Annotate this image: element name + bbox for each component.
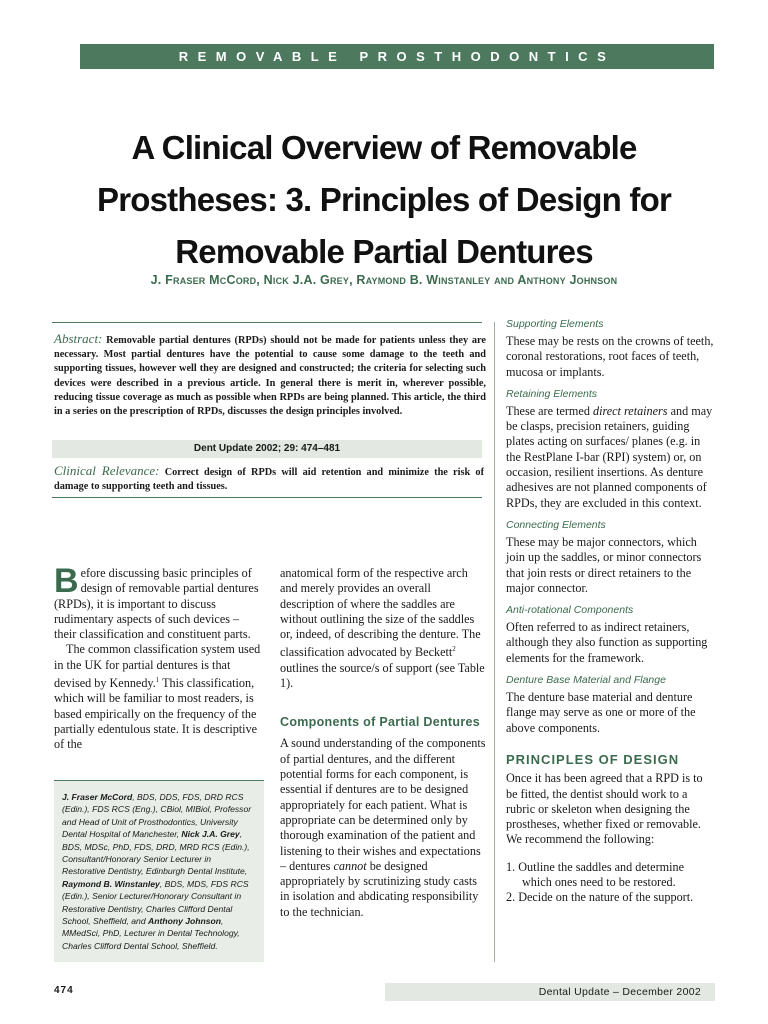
affiliation-name: Raymond B. Winstanley bbox=[62, 878, 160, 889]
section-banner: REMOVABLE PROSTHODONTICS bbox=[80, 44, 714, 69]
affiliation-text: , BDS, MDSc, PhD, FDS, DRD, MRD RCS (Edin.), Consultant/Honorary Senior Lecturer in Restorative Dentistry, Edinburgh Dental Institute, bbox=[62, 829, 250, 877]
supporting-text: These may be rests on the crowns of teeth, coronal restorations, root faces of teeth, mucosa or implants. bbox=[506, 334, 714, 379]
journal-footer: Dental Update – December 2002 bbox=[385, 983, 715, 1001]
title-line-3: Removable Partial Dentures bbox=[175, 233, 593, 270]
supporting-heading: Supporting Elements bbox=[506, 318, 604, 330]
affiliation-name: Nick J.A. Grey bbox=[181, 829, 240, 840]
retaining-emphasis: direct retainers bbox=[592, 403, 668, 418]
title-line-2: Prostheses: 3. Principles of Design for bbox=[97, 181, 671, 218]
affiliation-name: Anthony Johnson bbox=[148, 916, 222, 927]
principles-heading: PRINCIPLES OF DESIGN bbox=[506, 751, 680, 767]
abstract bbox=[54, 332, 486, 419]
retaining-text-b: and may be clasps, precision retainers, guiding plates acting on surfaces/ planes (e.g. in the RestPlane I-bar (RPI) system) or, on occasion, resilient insertions. As denture adhesives are not planned components of RPDs, they are excluded in this context. bbox=[506, 403, 713, 510]
denture-base-text: The denture base material and denture flange may serve as one or more of the above components. bbox=[506, 690, 696, 735]
retaining-text-a: These are termed bbox=[506, 403, 593, 418]
abstract-box bbox=[52, 322, 486, 498]
intro-paragraph bbox=[54, 562, 264, 642]
components-paragraph bbox=[280, 736, 486, 920]
author-line: J. Fraser McCord, Nick J.A. Grey, Raymond B. Winstanley and Anthony Johnson bbox=[150, 273, 618, 287]
body-column-1 bbox=[54, 562, 264, 753]
principles-text: Once it has been agreed that a RPD is to be fitted, the dentist should work to a rubric or skeleton when designing the prostheses, whether fixed or removable. We recommend the following: bbox=[506, 771, 703, 847]
title-line-1: A Clinical Overview of Removable bbox=[131, 129, 637, 166]
affiliation-text: , BDS, DDS, FDS, DRD RCS (Edin.), FDS RCS (Eng.), CBiol, MIBiol, Professor and Head of Unit of Prosthodontics, University Dental Hospital of Manchester, bbox=[62, 792, 252, 840]
page-number: 474 bbox=[54, 985, 74, 996]
relevance-label: Clinical Relevance: bbox=[54, 463, 160, 478]
classification-text-b: This classification, which will be familiar to most readers, is based empirically on the frequency of the partially edentulous state. It is descriptive of the bbox=[54, 676, 258, 752]
reference-1: 1 bbox=[155, 676, 160, 685]
abstract-text: Removable partial dentures (RPDs) should not be made for patients unless they are necessary. Most partial dentures have the potential to cause some damage to the teeth and supporting tissues, however well they are designed and constructed; the criteria for selecting such devices were described in a previous article. In general there is merit in, wherever possible, reducing tissue coverage as much as possible when RPDs are being planned. This article, the third in a series on the prescription of RPDs, discusses the design principles involved. bbox=[54, 335, 486, 418]
classification-continued bbox=[280, 566, 486, 691]
article-title bbox=[40, 122, 728, 278]
classification-paragraph bbox=[54, 642, 264, 752]
connecting-text: These may be major connectors, which join up the saddles, or minor connectors that join rests or direct retainers to the major connector. bbox=[506, 534, 702, 595]
classification-text-a: The common classification system used in the UK for partial dentures is that devised by Kennedy. bbox=[54, 642, 261, 691]
components-text-b: be designed appropriately by scrutinizing study casts in isolation and abdicating responsibility to the technician. bbox=[280, 858, 479, 919]
author-affiliations bbox=[54, 780, 264, 962]
connecting-heading: Connecting Elements bbox=[506, 518, 606, 531]
column-rule bbox=[494, 322, 495, 962]
retaining-paragraph bbox=[506, 404, 716, 511]
abstract-label: Abstract: bbox=[54, 331, 103, 346]
list-item: 1. Outline the saddles and determine which ones need to be restored. bbox=[506, 859, 685, 890]
affiliation-text: , MMedSci, PhD, Lecturer in Dental Technology, Charles Clifford Dental School, Sheffield. bbox=[62, 916, 240, 951]
clinical-relevance bbox=[54, 464, 484, 494]
list-item: 2. Decide on the nature of the support. bbox=[506, 890, 694, 905]
affiliation-text: , BDS, MDS, FDS RCS (Edin.), Senior Lecturer/Honorary Consultant in Restorative Dentistry, Charles Clifford Dental School, Sheffield, and bbox=[62, 878, 249, 927]
denture-base-heading: Denture Base Material and Flange bbox=[506, 674, 666, 687]
components-text-a: A sound understanding of the components of partial dentures, and the different potential forms for each component, is essential if dentures are to be designed appropriately for each patient. What is appropriate can be determined only by thorough examination of the patient and listening to their wishes and expectations – dentures bbox=[280, 736, 486, 873]
body-column-3 bbox=[506, 318, 716, 906]
components-emphasis: cannot bbox=[333, 858, 367, 873]
antirotational-heading: Anti-rotational Components bbox=[506, 604, 634, 617]
beckett-text-a: anatomical form of the respective arch and merely provides an overall description of where the saddles are without outlining the size of the saddles or, indeed, of describing the denture. The classification advocated by Beckett bbox=[280, 566, 481, 660]
citation-bar: Dent Update 2002; 29: 474–481 bbox=[52, 440, 482, 458]
reference-2: 2 bbox=[452, 645, 456, 654]
intro-text: efore discussing basic principles of design of removable partial dentures (RPDs), it is important to discuss rudimentary aspects of such devices – their classification and constituent parts. bbox=[54, 566, 259, 642]
relevance-text: Correct design of RPDs will aid retention and minimize the risk of damage to supporting teeth and tissues. bbox=[54, 467, 484, 493]
beckett-text-b: outlines the source/s of support (see Table 1). bbox=[280, 660, 485, 691]
retaining-heading: Retaining Elements bbox=[506, 387, 598, 400]
affiliation-name: J. Fraser McCord bbox=[62, 792, 133, 802]
components-heading: Components of Partial Dentures bbox=[280, 715, 480, 730]
body-column-2 bbox=[280, 566, 486, 920]
antirotational-text: Often referred to as indirect retainers, although they also function as supporting elements for the framework. bbox=[506, 620, 708, 665]
design-steps-list bbox=[506, 860, 716, 906]
drop-cap: B bbox=[54, 562, 79, 600]
